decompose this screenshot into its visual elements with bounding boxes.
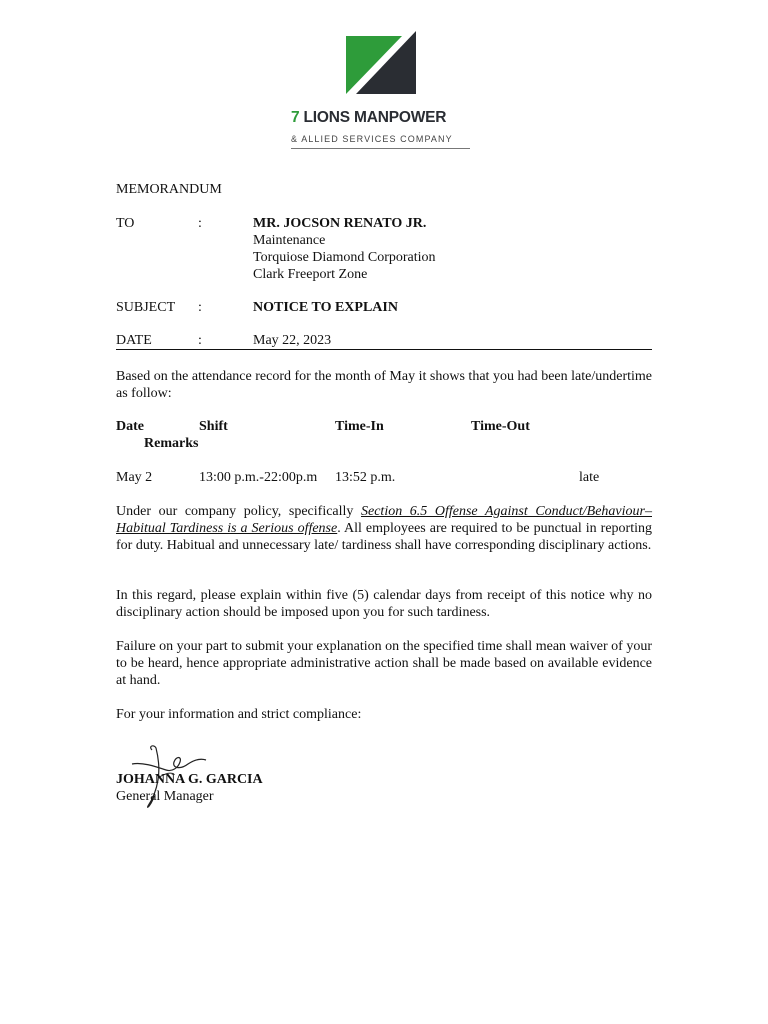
policy-paragraph: Under our company policy, specifically Section 6.5 Offense Against Conduct/Behaviour– Habitual Tardiness is a Serious offense. All employees are required to be punctual in reporting for duty. Habitual and unnecessary late/ tardiness shall have corresponding disciplinary actions. bbox=[116, 504, 652, 553]
row-time-in: 13:52 p.m. bbox=[335, 470, 396, 485]
row-remarks: late bbox=[579, 470, 600, 485]
recipient-location: Clark Freeport Zone bbox=[253, 267, 368, 282]
policy-reference: Section 6.5 Offense Against Conduct/Behaviour– Habitual Tardiness is a Serious offense bbox=[116, 504, 652, 536]
closing-line: For your information and strict compliance: bbox=[116, 707, 362, 722]
signatory-title: General Manager bbox=[116, 789, 214, 804]
failure-paragraph: Failure on your part to submit your explanation on the specified time shall mean waiver of your to be heard, hence appropriate administrative action shall be made based on available evidence at hand. bbox=[116, 639, 652, 688]
recipient-name: MR. JOCSON RENATO JR. bbox=[253, 216, 427, 231]
date-label: DATE bbox=[116, 333, 152, 348]
subject-value: NOTICE TO EXPLAIN bbox=[253, 300, 398, 315]
recipient-department: Maintenance bbox=[253, 233, 326, 248]
row-shift: 13:00 p.m.-22:00p.m bbox=[199, 470, 318, 485]
to-label: TO bbox=[116, 216, 135, 231]
explain-paragraph: In this regard, please explain within five (5) calendar days from receipt of this notice why no disciplinary action should be imposed upon you for such tardiness. bbox=[116, 588, 652, 620]
header-divider bbox=[116, 349, 652, 350]
logo-mark-icon bbox=[346, 31, 416, 94]
col-time-in: Time-In bbox=[335, 419, 384, 434]
subject-colon: : bbox=[198, 300, 202, 315]
memo-title: MEMORANDUM bbox=[116, 182, 222, 197]
signatory-name: JOHANNA G. GARCIA bbox=[116, 772, 263, 787]
col-remarks: Remarks bbox=[144, 436, 199, 451]
recipient-company: Torquiose Diamond Corporation bbox=[253, 250, 436, 265]
company-name: 7 LIONS MANPOWER bbox=[291, 109, 447, 126]
date-value: May 22, 2023 bbox=[253, 333, 332, 348]
intro-paragraph: Based on the attendance record for the month of May it shows that you had been late/undertime as follow: bbox=[116, 369, 652, 401]
company-subtitle: & ALLIED SERVICES COMPANY bbox=[291, 134, 453, 144]
logo-divider bbox=[291, 148, 470, 149]
row-date: May 2 bbox=[116, 470, 153, 485]
to-colon: : bbox=[198, 216, 202, 231]
date-colon: : bbox=[198, 333, 202, 348]
col-date: Date bbox=[116, 419, 144, 434]
col-shift: Shift bbox=[199, 419, 228, 434]
subject-label: SUBJECT bbox=[116, 300, 176, 315]
col-time-out: Time-Out bbox=[471, 419, 530, 434]
